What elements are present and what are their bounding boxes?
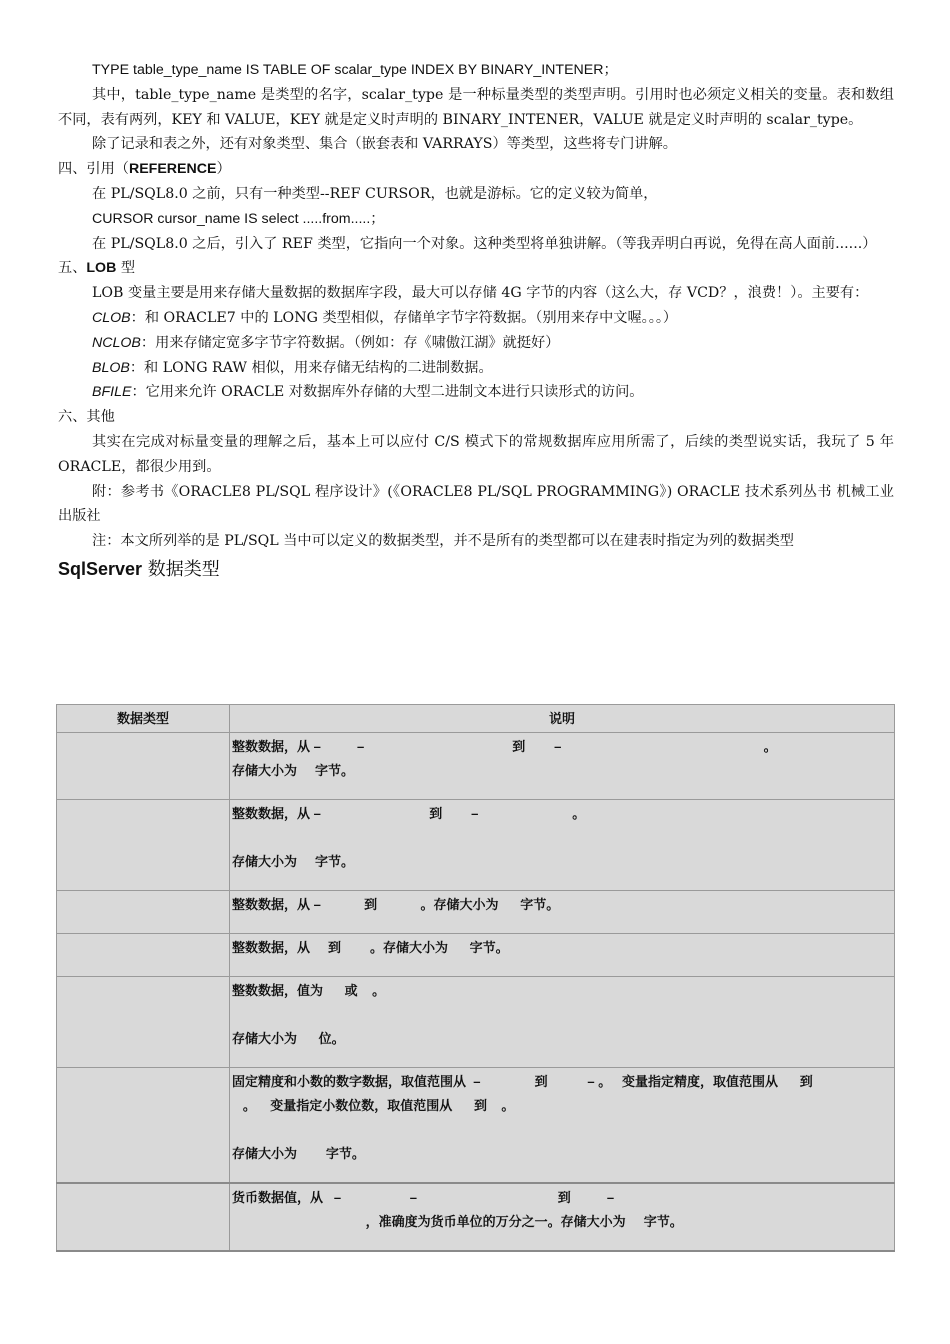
paragraph-ref-type: 在 PL/SQL8.0 之后，引入了 REF 类型，它指向一个对象。这种类型将单独讲解。（等我弄明白再说，免得在高人面前......） bbox=[92, 235, 877, 252]
heading-other: 六、其他 bbox=[58, 409, 115, 426]
cell-type bbox=[57, 934, 230, 977]
paragraph-other: 其实在完成对标量变量的理解之后，基本上可以应付 C/S 模式下的常规数据库应用所需了，后续的类型说实话，我玩了 5 年 ORACLE，都很少用到。 bbox=[58, 433, 894, 475]
cell-description: 整数数据，值为 或 。 存储大小为 位。 bbox=[230, 977, 895, 1068]
cell-type bbox=[57, 800, 230, 891]
cell-type bbox=[57, 733, 230, 800]
table-row bbox=[57, 733, 895, 800]
table-row bbox=[57, 934, 895, 977]
cell-description: 整数数据，从 – – 到 – 。 存储大小为 字节。 bbox=[230, 733, 895, 800]
header-datatype: 数据类型 bbox=[57, 705, 230, 733]
table-row bbox=[57, 977, 895, 1068]
paragraph-other-types: 除了记录和表之外，还有对象类型、集合（嵌套表和 VARRAYS）等类型，这些将专门讲解。 bbox=[92, 136, 677, 153]
cell-type bbox=[57, 1068, 230, 1184]
cell-description: 整数数据，从 – 到 – 。 存储大小为 字节。 bbox=[230, 800, 895, 891]
lob-item-nclob: NCLOB：用来存储定宽多字节字符数据。（例如：存《啸傲江湖》就挺好） bbox=[92, 334, 560, 351]
document-body bbox=[58, 58, 894, 583]
header-description: 说明 bbox=[230, 705, 895, 733]
cell-type bbox=[57, 1183, 230, 1251]
section-title-sqlserver: SqlServer 数据类型 bbox=[58, 558, 220, 580]
table-row bbox=[57, 891, 895, 934]
table-row bbox=[57, 1183, 895, 1251]
cell-description: 整数数据，从 – 到 。存储大小为 字节。 bbox=[230, 891, 895, 934]
table-row bbox=[57, 800, 895, 891]
paragraph-lob-intro: LOB 变量主要是用来存储大量数据的数据库字段，最大可以存储 4G 字节的内容（这么大，存 VCD？，浪费！）。主要有： bbox=[92, 285, 869, 302]
lob-item-blob: BLOB：和 LONG RAW 相似，用来存储无结构的二进制数据。 bbox=[92, 359, 493, 376]
cell-type bbox=[57, 977, 230, 1068]
cell-type bbox=[57, 891, 230, 934]
heading-lob: 五、LOB 型 bbox=[58, 260, 136, 277]
cell-description: 货币数据值，从 – – 到 – ，准确度为货币单位的万分之一。存储大小为 字节。 bbox=[230, 1183, 895, 1251]
paragraph-ref-cursor: 在 PL/SQL8.0 之前，只有一种类型--REF CURSOR，也就是游标。它的定义较为简单， bbox=[92, 185, 658, 202]
code-line-table-type: TYPE table_type_name IS TABLE OF scalar_type INDEX BY BINARY_INTENER； bbox=[92, 62, 618, 78]
paragraph-table-type-explanation: 其中，table_type_name 是类型的名字，scalar_type 是一种标量类型的类型声明。引用时也必须定义相关的变量。表和数组不同，表有两列，KEY 和 VALUE，KEY 就是定义时声明的 BINARY_INTENER，VALUE 就是定义时声明的 scalar_type。 bbox=[58, 86, 894, 128]
table-header-row bbox=[57, 705, 895, 733]
sqlserver-datatype-table bbox=[56, 704, 895, 1252]
paragraph-note: 注：本文所列举的是 PL/SQL 当中可以定义的数据类型，并不是所有的类型都可以在建表时指定为列的数据类型 bbox=[92, 533, 794, 550]
lob-item-bfile: BFILE：它用来允许 ORACLE 对数据库外存储的大型二进制文本进行只读形式的访问。 bbox=[92, 384, 644, 401]
lob-item-clob: CLOB：和 ORACLE7 中的 LONG 类型相似，存储单字节字符数据。（别用来存中文喔。。。） bbox=[92, 309, 678, 326]
cell-description: 固定精度和小数的数字数据，取值范围从 – 到 – 。 变量指定精度，取值范围从 到 。 变量指定小数位数，取值范围从 到 。 存储大小为 字节。 bbox=[230, 1068, 895, 1184]
cell-description: 整数数据，从 到 。存储大小为 字节。 bbox=[230, 934, 895, 977]
heading-reference: 四、引用（REFERENCE） bbox=[58, 161, 231, 178]
table-row bbox=[57, 1068, 895, 1184]
code-line-cursor: CURSOR cursor_name IS select .....from.....； bbox=[92, 210, 385, 227]
paragraph-reference-book: 附：参考书《ORACLE8 PL/SQL 程序设计》(《ORACLE8 PL/SQL PROGRAMMING》) ORACLE 技术系列丛书 机械工业出版社 bbox=[58, 483, 894, 525]
